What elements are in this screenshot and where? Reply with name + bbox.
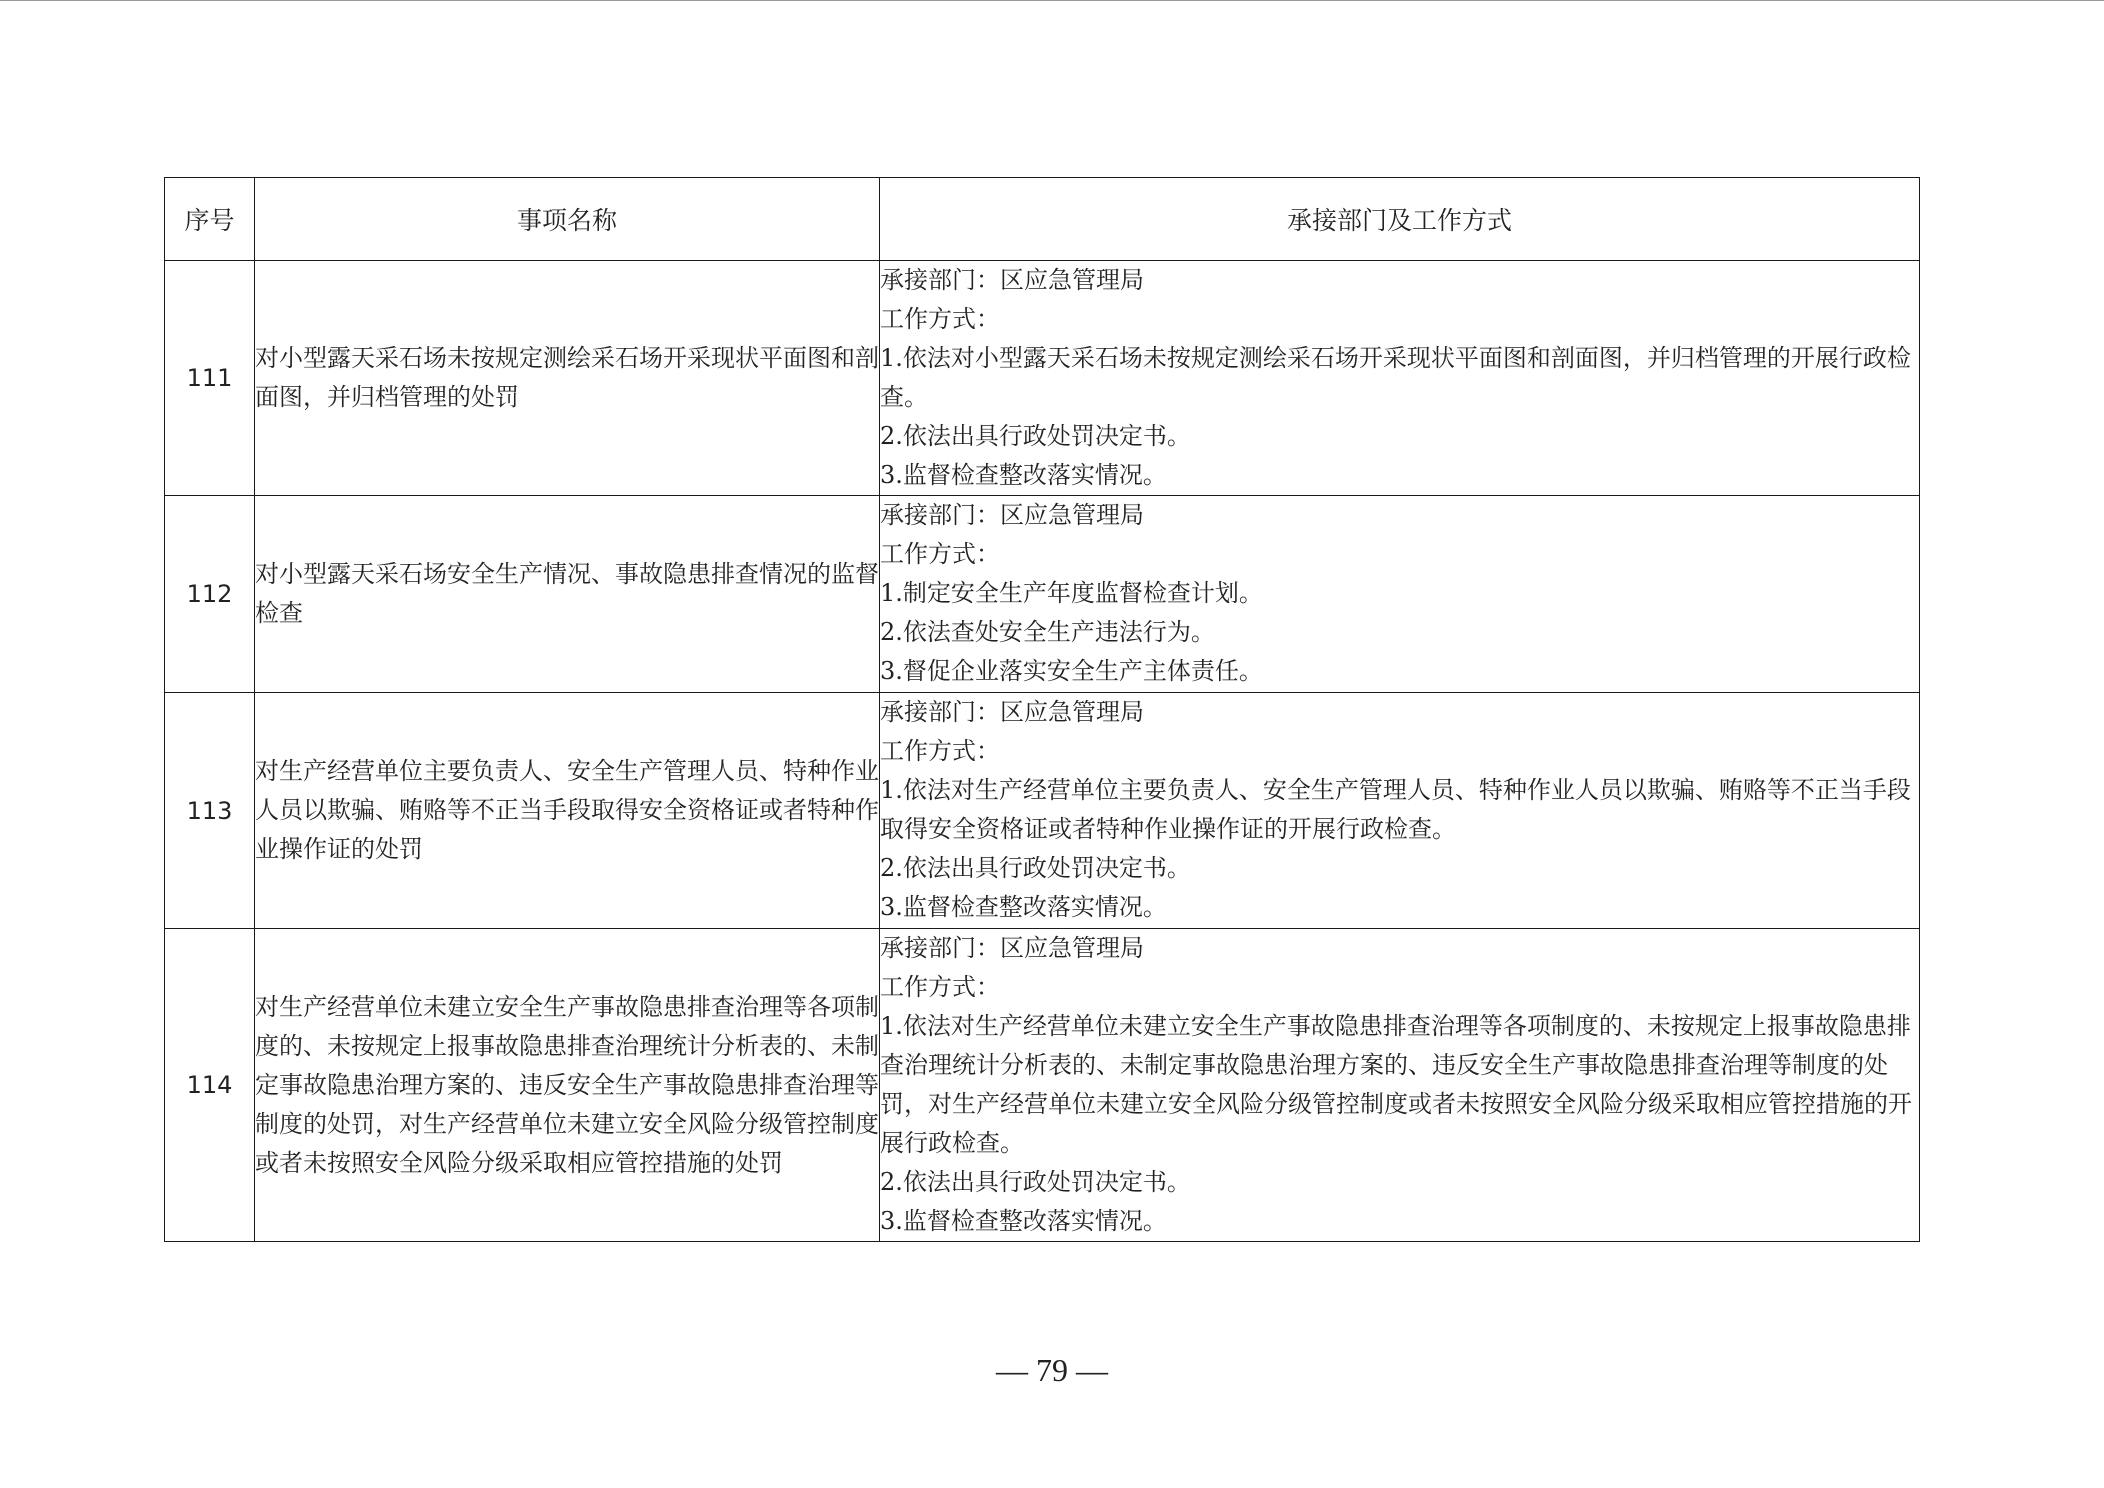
row-serial-number: 113 — [165, 693, 255, 929]
method-step: 1.制定安全生产年度监督检查计划。 — [880, 579, 1263, 607]
table-row — [165, 261, 1920, 496]
row-item-name: 对小型露天采石场未按规定测绘采石场开采现状平面图和剖面图，并归档管理的处罚 — [255, 261, 880, 496]
method-label: 工作方式： — [880, 973, 1000, 1001]
table-row — [165, 693, 1920, 929]
method-label: 工作方式： — [880, 305, 1000, 333]
table-row — [165, 929, 1920, 1242]
method-step: 3.督促企业落实安全生产主体责任。 — [880, 657, 1263, 685]
method-step: 3.监督检查整改落实情况。 — [880, 893, 1167, 921]
method-step: 3.监督检查整改落实情况。 — [880, 461, 1167, 489]
row-department-and-method — [880, 929, 1920, 1242]
method-label: 工作方式： — [880, 540, 1000, 568]
header-department-and-method: 承接部门及工作方式 — [880, 178, 1920, 261]
row-item-name: 对生产经营单位主要负责人、安全生产管理人员、特种作业人员以欺骗、贿赂等不正当手段取得安全资格证或者特种作业操作证的处罚 — [255, 693, 880, 929]
department-label: 承接部门：区应急管理局 — [880, 266, 1144, 294]
method-step: 1.依法对生产经营单位主要负责人、安全生产管理人员、特种作业人员以欺骗、贿赂等不正当手段取得安全资格证或者特种作业操作证的开展行政检查。 — [880, 776, 1911, 843]
method-step: 1.依法对生产经营单位未建立安全生产事故隐患排查治理等各项制度的、未按规定上报事故隐患排查治理统计分析表的、未制定事故隐患治理方案的、违反安全生产事故隐患排查治理等制度的处罚，对生产经营单位未建立安全风险分级管控制度或者未按照安全风险分级采取相应管控措施的开展行政检查。 — [880, 1012, 1912, 1157]
top-border-line — [0, 0, 2104, 1]
row-serial-number: 111 — [165, 261, 255, 496]
row-department-and-method — [880, 496, 1920, 693]
row-serial-number: 112 — [165, 496, 255, 693]
department-label: 承接部门：区应急管理局 — [880, 501, 1144, 529]
table-header-row — [165, 178, 1920, 261]
header-item-name: 事项名称 — [255, 178, 880, 261]
method-step: 1.依法对小型露天采石场未按规定测绘采石场开采现状平面图和剖面图，并归档管理的开展行政检查。 — [880, 344, 1911, 411]
method-step: 2.依法出具行政处罚决定书。 — [880, 854, 1191, 882]
row-item-name: 对生产经营单位未建立安全生产事故隐患排查治理等各项制度的、未按规定上报事故隐患排查治理统计分析表的、未制定事故隐患治理方案的、违反安全生产事故隐患排查治理等制度的处罚，对生产经营单位未建立安全风险分级管控制度或者未按照安全风险分级采取相应管控措施的处罚 — [255, 929, 880, 1242]
method-label: 工作方式： — [880, 737, 1000, 765]
table-row — [165, 496, 1920, 693]
method-step: 3.监督检查整改落实情况。 — [880, 1207, 1167, 1235]
header-serial-number: 序号 — [165, 178, 255, 261]
method-step: 2.依法出具行政处罚决定书。 — [880, 422, 1191, 450]
row-serial-number: 114 — [165, 929, 255, 1242]
department-label: 承接部门：区应急管理局 — [880, 698, 1144, 726]
row-department-and-method — [880, 693, 1920, 929]
page-number: — 79 — — [996, 1352, 1108, 1388]
row-item-name: 对小型露天采石场安全生产情况、事故隐患排查情况的监督检查 — [255, 496, 880, 693]
items-table — [164, 177, 1920, 1242]
row-department-and-method — [880, 261, 1920, 496]
department-label: 承接部门：区应急管理局 — [880, 934, 1144, 962]
method-step: 2.依法查处安全生产违法行为。 — [880, 618, 1215, 646]
method-step: 2.依法出具行政处罚决定书。 — [880, 1168, 1191, 1196]
